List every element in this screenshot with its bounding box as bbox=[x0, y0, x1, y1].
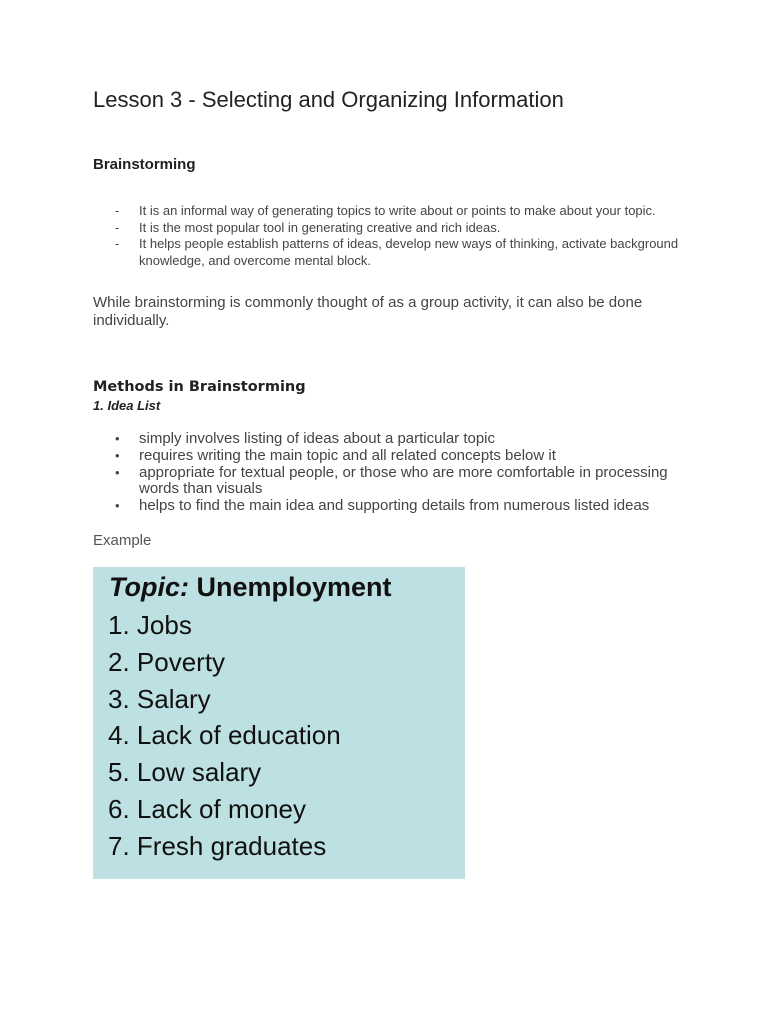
topic-idea-item: 2. Poverty bbox=[108, 646, 226, 677]
example-topic-image bbox=[93, 567, 465, 879]
list-item-text: It helps people establish patterns of ideas, develop new ways of thinking, activate background knowledge, and overcome mental block. bbox=[139, 236, 679, 268]
bullet-marker: • bbox=[115, 464, 120, 480]
list-item bbox=[93, 448, 683, 465]
bullet-marker: • bbox=[115, 431, 120, 446]
list-item bbox=[93, 236, 683, 269]
topic-idea-list bbox=[108, 607, 341, 865]
list-item-text: requires writing the main topic and all related concepts below it bbox=[139, 446, 556, 464]
topic-heading bbox=[109, 571, 392, 603]
brainstorming-definition-list bbox=[93, 203, 683, 269]
topic-idea-item: 3. Salary bbox=[108, 683, 211, 714]
list-item bbox=[93, 465, 683, 499]
list-item-text: It is an informal way of generating topics to write about or points to make about your topic. bbox=[139, 203, 656, 218]
dash-marker: - bbox=[115, 203, 120, 218]
section-heading-brainstorming: Brainstorming bbox=[93, 156, 196, 173]
bullet-marker: • bbox=[115, 447, 120, 463]
bullet-marker: • bbox=[115, 498, 120, 514]
dash-marker: - bbox=[115, 219, 120, 235]
list-item bbox=[93, 498, 683, 515]
example-label: Example bbox=[93, 532, 152, 549]
dash-marker: - bbox=[115, 236, 120, 251]
idea-list-characteristics bbox=[93, 431, 683, 515]
list-item-text: simply involves listing of ideas about a particular topic bbox=[139, 430, 496, 447]
topic-idea-item: 6. Lack of money bbox=[108, 793, 306, 824]
subheading-idea-list: 1. Idea List bbox=[93, 398, 161, 413]
topic-value: Unemployment bbox=[196, 572, 392, 602]
list-item bbox=[93, 431, 683, 448]
topic-idea-item: 5. Low salary bbox=[108, 757, 262, 788]
topic-idea-item: 4. Lack of education bbox=[108, 720, 341, 751]
topic-label: Topic: bbox=[109, 572, 189, 602]
list-item bbox=[93, 203, 683, 220]
topic-idea-item: 7. Fresh graduates bbox=[108, 830, 327, 861]
section-heading-methods: Methods in Brainstorming bbox=[93, 379, 306, 395]
list-item-text: helps to find the main idea and supporting details from numerous listed ideas bbox=[139, 497, 650, 515]
brainstorming-paragraph: While brainstorming is commonly thought of as a group activity, it can also be done individually. bbox=[93, 294, 643, 329]
list-item bbox=[93, 220, 683, 237]
list-item-text: It is the most popular tool in generating creative and rich ideas. bbox=[139, 219, 501, 235]
topic-idea-item: 1. Jobs bbox=[108, 610, 192, 640]
page-title: Lesson 3 - Selecting and Organizing Information bbox=[93, 87, 564, 112]
list-item-text: appropriate for textual people, or those who are more comfortable in processing words than visuals bbox=[139, 463, 668, 498]
